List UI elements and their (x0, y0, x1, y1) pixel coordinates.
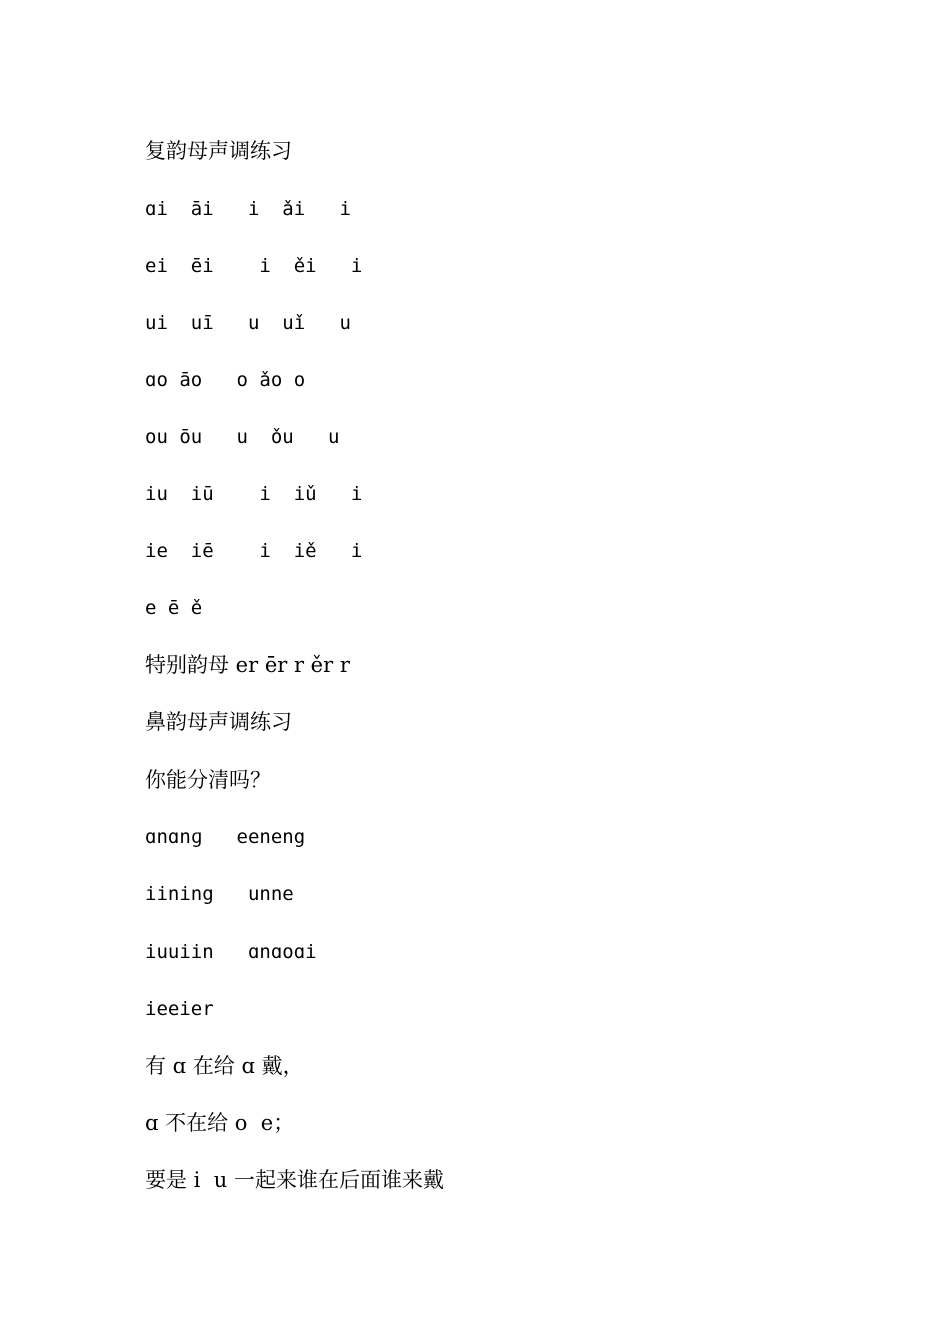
special-final-line: 特别韵母 er ēr r ěr r (145, 653, 350, 677)
practice-line-ui: ui uī u uǐ u (145, 312, 351, 334)
distinguish-line-3: iuuiin ɑnɑoɑi (145, 941, 317, 963)
practice-line-ou: ou ōu u ǒu u (145, 426, 340, 448)
distinguish-line-2: iining unne (145, 883, 294, 905)
distinguish-line-4: ieeier (145, 998, 214, 1020)
rule-line-3: 要是 i u 一起来谁在后面谁来戴 (145, 1168, 444, 1192)
practice-line-iu: iu iū i iǔ i (145, 483, 363, 505)
practice-line-e: e ē ě (145, 597, 203, 619)
question-line: 你能分清吗？ (145, 768, 271, 792)
practice-line-ei: ei ēi i ěi i (145, 255, 363, 277)
section-title-nasal-finals: 鼻韵母声调练习 (145, 710, 292, 734)
rule-line-2: ɑ 不在给 o e； (145, 1111, 295, 1135)
distinguish-line-1: ɑnɑnɡ eeneng (145, 826, 306, 848)
practice-line-ai: ɑi āi i ǎi i (145, 198, 351, 220)
practice-line-ie: ie iē i iě i (145, 540, 363, 562)
practice-line-ao: ɑo āo o ǎo o (145, 369, 306, 391)
section-title-compound-finals: 复韵母声调练习 (145, 139, 292, 163)
rule-line-1: 有 ɑ 在给 ɑ 戴， (145, 1054, 304, 1078)
